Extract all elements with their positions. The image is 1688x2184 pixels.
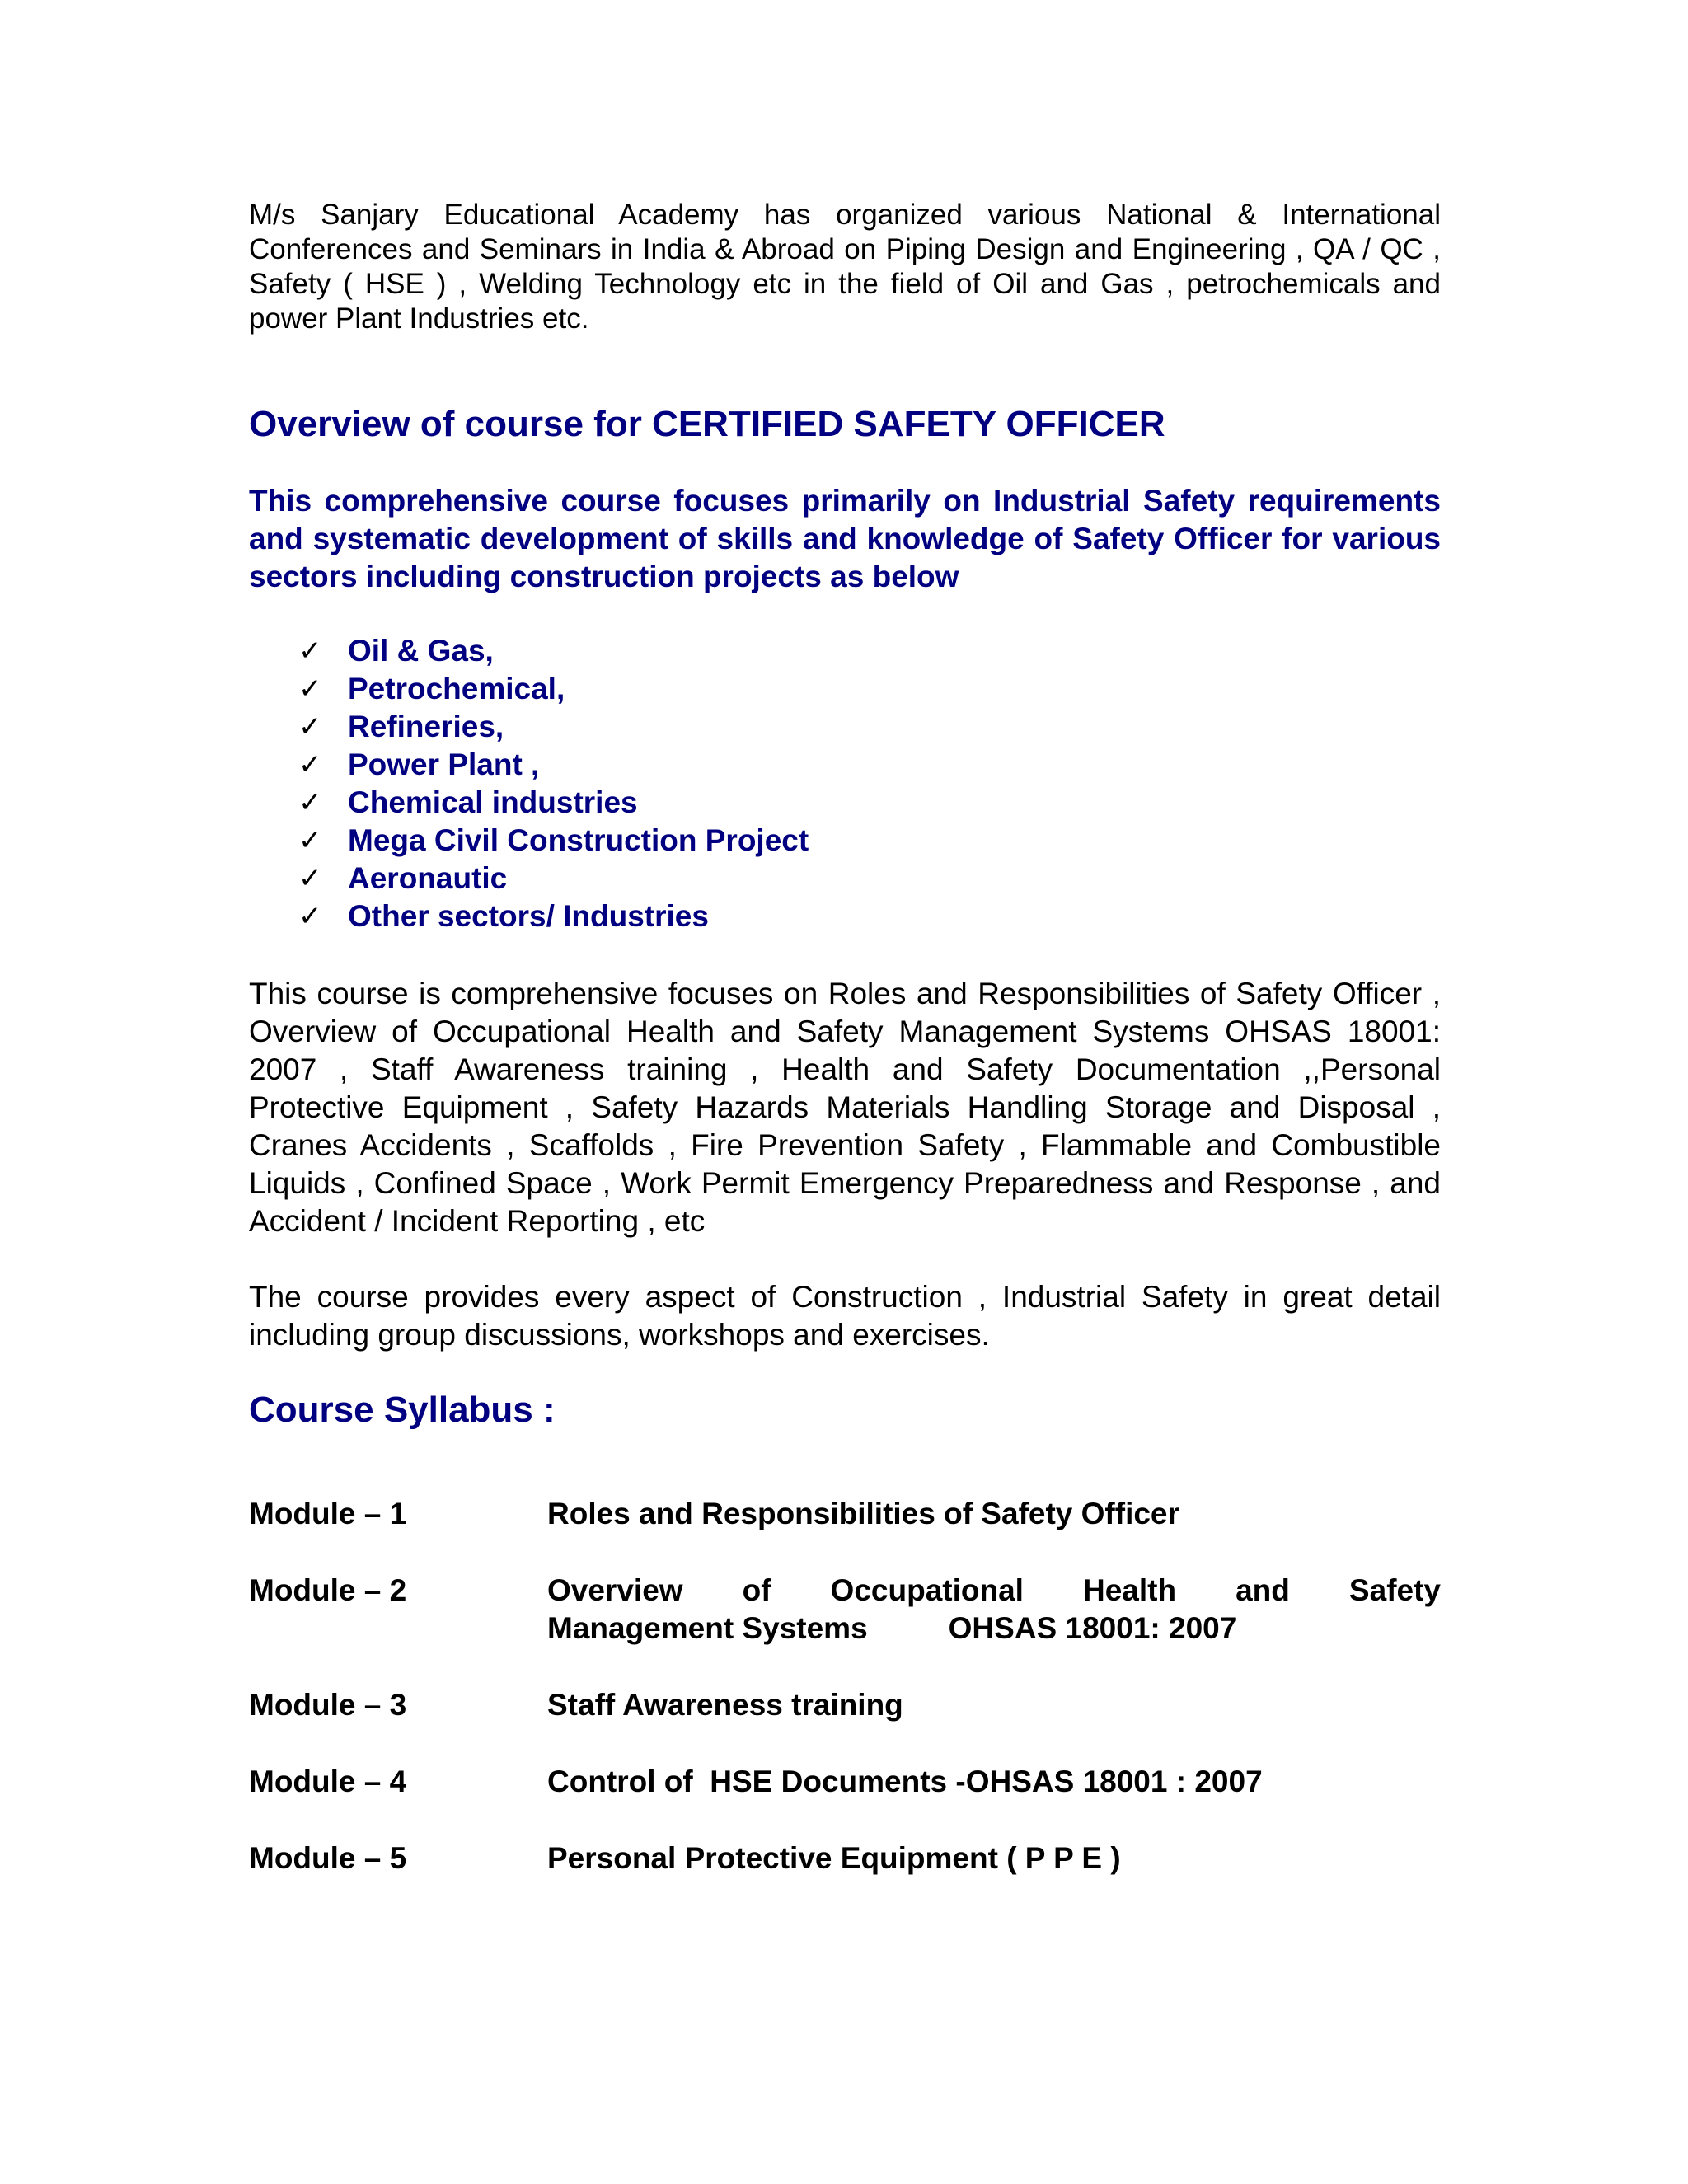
sector-label: Aeronautic [348, 861, 508, 895]
checkmark-icon: ✓ [298, 824, 322, 857]
checkmark-icon: ✓ [298, 710, 322, 743]
list-item [298, 632, 1441, 670]
document-page [249, 198, 1441, 1877]
syllabus-heading: Course Syllabus : [249, 1390, 556, 1430]
list-item [298, 746, 1441, 784]
sector-label: Petrochemical, [348, 672, 565, 705]
list-item [298, 708, 1441, 746]
checkmark-icon: ✓ [298, 635, 322, 668]
module-number: Module – 1 [249, 1497, 407, 1530]
sector-label: Refineries, [348, 710, 504, 743]
list-item [298, 860, 1441, 898]
module-title: Roles and Responsibilities of Safety Officer [547, 1497, 1179, 1530]
module-row [249, 1763, 1441, 1801]
module-number: Module – 4 [249, 1765, 407, 1798]
sector-list [249, 632, 1441, 935]
module-title-part: Management Systems [547, 1611, 868, 1645]
checkmark-icon: ✓ [298, 786, 322, 819]
module-title [547, 1572, 1441, 1647]
sector-label: Oil & Gas, [348, 634, 494, 668]
checkmark-icon: ✓ [298, 862, 322, 895]
module-title: Control of HSE Documents -OHSAS 18001 : 2007 [547, 1765, 1263, 1798]
checkmark-icon: ✓ [298, 900, 322, 933]
sector-label: Power Plant , [348, 748, 540, 781]
module-title-part: OHSAS 18001: 2007 [948, 1611, 1237, 1645]
module-row [249, 1686, 1441, 1724]
module-title-line: Overview of Occupational Health and Safety [547, 1573, 1441, 1607]
module-list [249, 1495, 1441, 1877]
intro-paragraph: M/s Sanjary Educational Academy has organized various National & International Conferences and Seminars in India & Abroad on Piping Design and Engineering , QA / QC , Safety ( HSE ) , Welding Technology etc in the field of Oil and Gas , petrochemicals and power Plant Industries etc. [249, 199, 1441, 335]
module-number: Module – 5 [249, 1841, 407, 1875]
list-item [298, 784, 1441, 822]
course-detail-paragraph: The course provides every aspect of Construction , Industrial Safety in great detail including group discussions, workshops and exercises. [249, 1280, 1441, 1352]
checkmark-icon: ✓ [298, 673, 322, 705]
list-item [298, 822, 1441, 860]
list-item [298, 670, 1441, 708]
overview-heading: Overview of course for CERTIFIED SAFETY OFFICER [249, 404, 1165, 444]
module-row [249, 1572, 1441, 1647]
list-item [298, 898, 1441, 935]
sector-label: Mega Civil Construction Project [348, 823, 809, 857]
sector-label: Chemical industries [348, 785, 638, 819]
module-title: Personal Protective Equipment ( P P E ) [547, 1841, 1121, 1875]
module-row [249, 1840, 1441, 1877]
sector-label: Other sectors/ Industries [348, 899, 709, 933]
module-title: Staff Awareness training [547, 1688, 903, 1722]
course-lead-paragraph: This comprehensive course focuses primarily on Industrial Safety requirements and systematic development of skills and knowledge of Safety Officer for various sectors including construction projects as below [249, 484, 1441, 593]
module-number: Module – 3 [249, 1688, 407, 1722]
checkmark-icon: ✓ [298, 748, 322, 781]
course-description-paragraph: This course is comprehensive focuses on Roles and Responsibilities of Safety Officer , Overview of Occupational Health and Safety Management Systems OHSAS 18001: 2007 , Staff Awareness training , Health and Safety Documentation ,,Personal Protective Equipment , Safety Hazards Materials Handling Storage and Disposal , Cranes Accidents , Scaffolds , Fire Prevention Safety , Flammable and Combustible Liquids , Confined Space , Work Permit Emergency Preparedness and Response , and Accident / Incident Reporting , etc [249, 977, 1441, 1238]
module-number: Module – 2 [249, 1573, 407, 1607]
module-row [249, 1495, 1441, 1533]
module-title-line [547, 1611, 1236, 1645]
